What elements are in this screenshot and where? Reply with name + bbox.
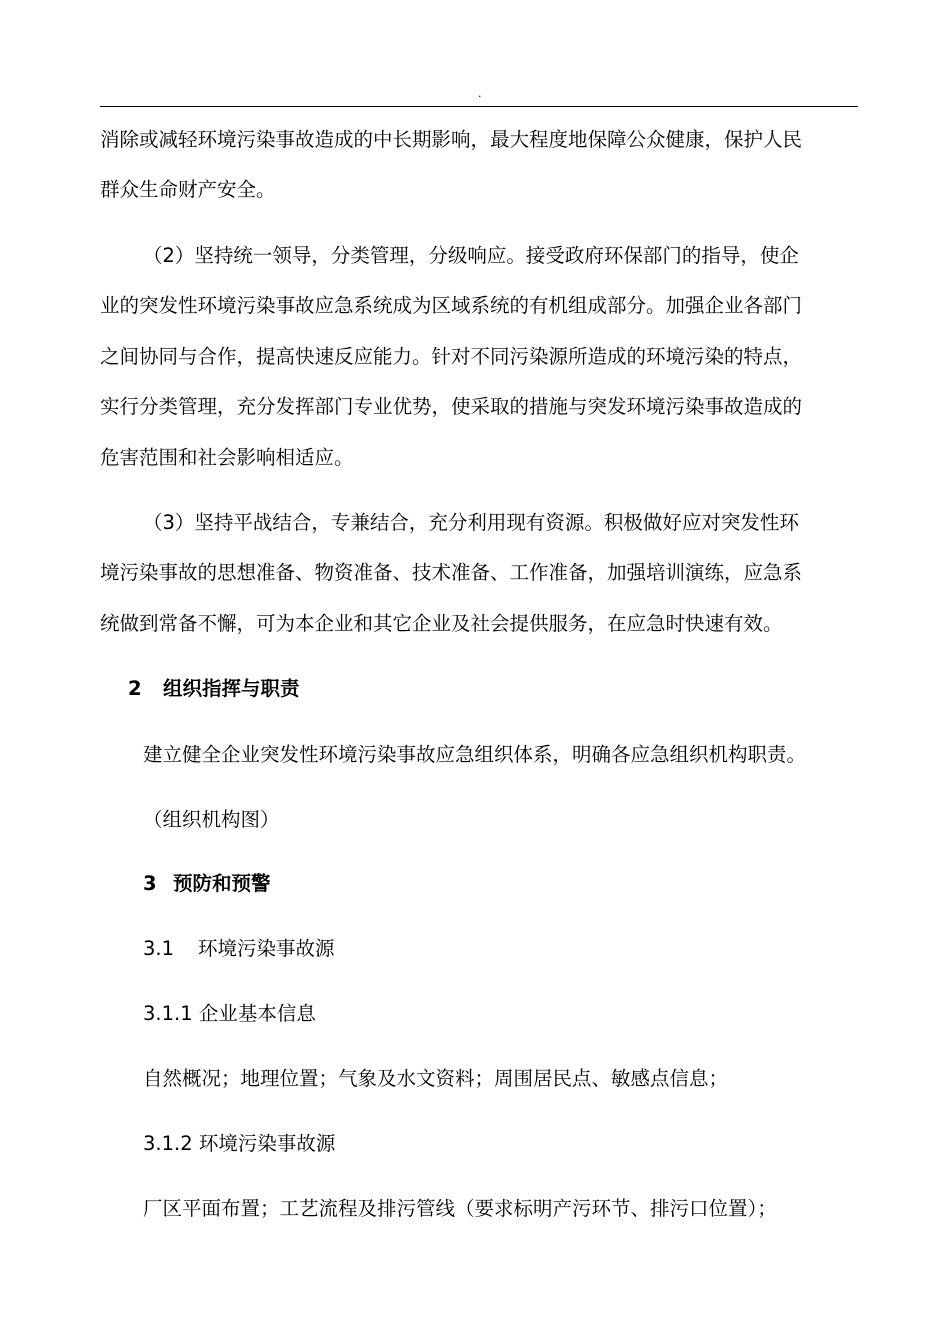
section-title: 预防和预警	[173, 872, 271, 895]
paragraph-line: 实行分类管理，充分发挥部门专业优势，使采取的措施与突发环境污染事故造成的	[100, 395, 803, 418]
section-2-body: 建立健全企业突发性环境污染事故应急组织体系，明确各应急组织机构职责。	[143, 743, 807, 766]
subsection-3-1-1-heading: 3.1.1 企业基本信息	[143, 1002, 316, 1025]
section-number: 3	[143, 872, 157, 895]
subsection-title: 环境污染事故源	[198, 937, 335, 960]
org-chart-note: （组织机构图）	[143, 808, 280, 831]
subsection-3-1-2-heading: 3.1.2 环境污染事故源	[143, 1132, 336, 1155]
paragraph-line: （2）坚持统一领导，分类管理，分级响应。接受政府环保部门的指导，使企	[143, 244, 799, 267]
paragraph-line: 统做到常备不懈，可为本企业和其它企业及社会提供服务，在应急时快速有效。	[100, 612, 783, 635]
paragraph-line: 境污染事故的思想准备、物资准备、技术准备、工作准备，加强培训演练，应急系	[100, 561, 803, 584]
paragraph-line: 危害范围和社会影响相适应。	[100, 446, 354, 469]
subsection-3-1-1-body: 自然概况；地理位置；气象及水文资料；周围居民点、敏感点信息；	[143, 1067, 729, 1090]
paragraph-line: 之间协同与合作，提高快速反应能力。针对不同污染源所造成的环境污染的特点，	[100, 345, 803, 368]
subsection-number: 3.1	[143, 937, 175, 960]
section-number: 2	[128, 677, 142, 700]
paragraph-line: （3）坚持平战结合，专兼结合，充分利用现有资源。积极做好应对突发性环	[143, 511, 799, 534]
paragraph-line: 群众生命财产安全。	[100, 178, 276, 201]
subsection-3-1-2-body: 厂区平面布置；工艺流程及排污管线（要求标明产污环节、排污口位置）；	[143, 1197, 777, 1220]
paragraph-line: 业的突发性环境污染事故应急系统成为区域系统的有机组成部分。加强企业各部门	[100, 294, 803, 317]
paragraph-line: 消除或减轻环境污染事故造成的中长期影响，最大程度地保障公众健康，保护人民	[100, 128, 803, 151]
header-rule	[100, 106, 858, 107]
section-title: 组织指挥与职责	[163, 677, 300, 700]
header-mark: .	[478, 87, 482, 100]
